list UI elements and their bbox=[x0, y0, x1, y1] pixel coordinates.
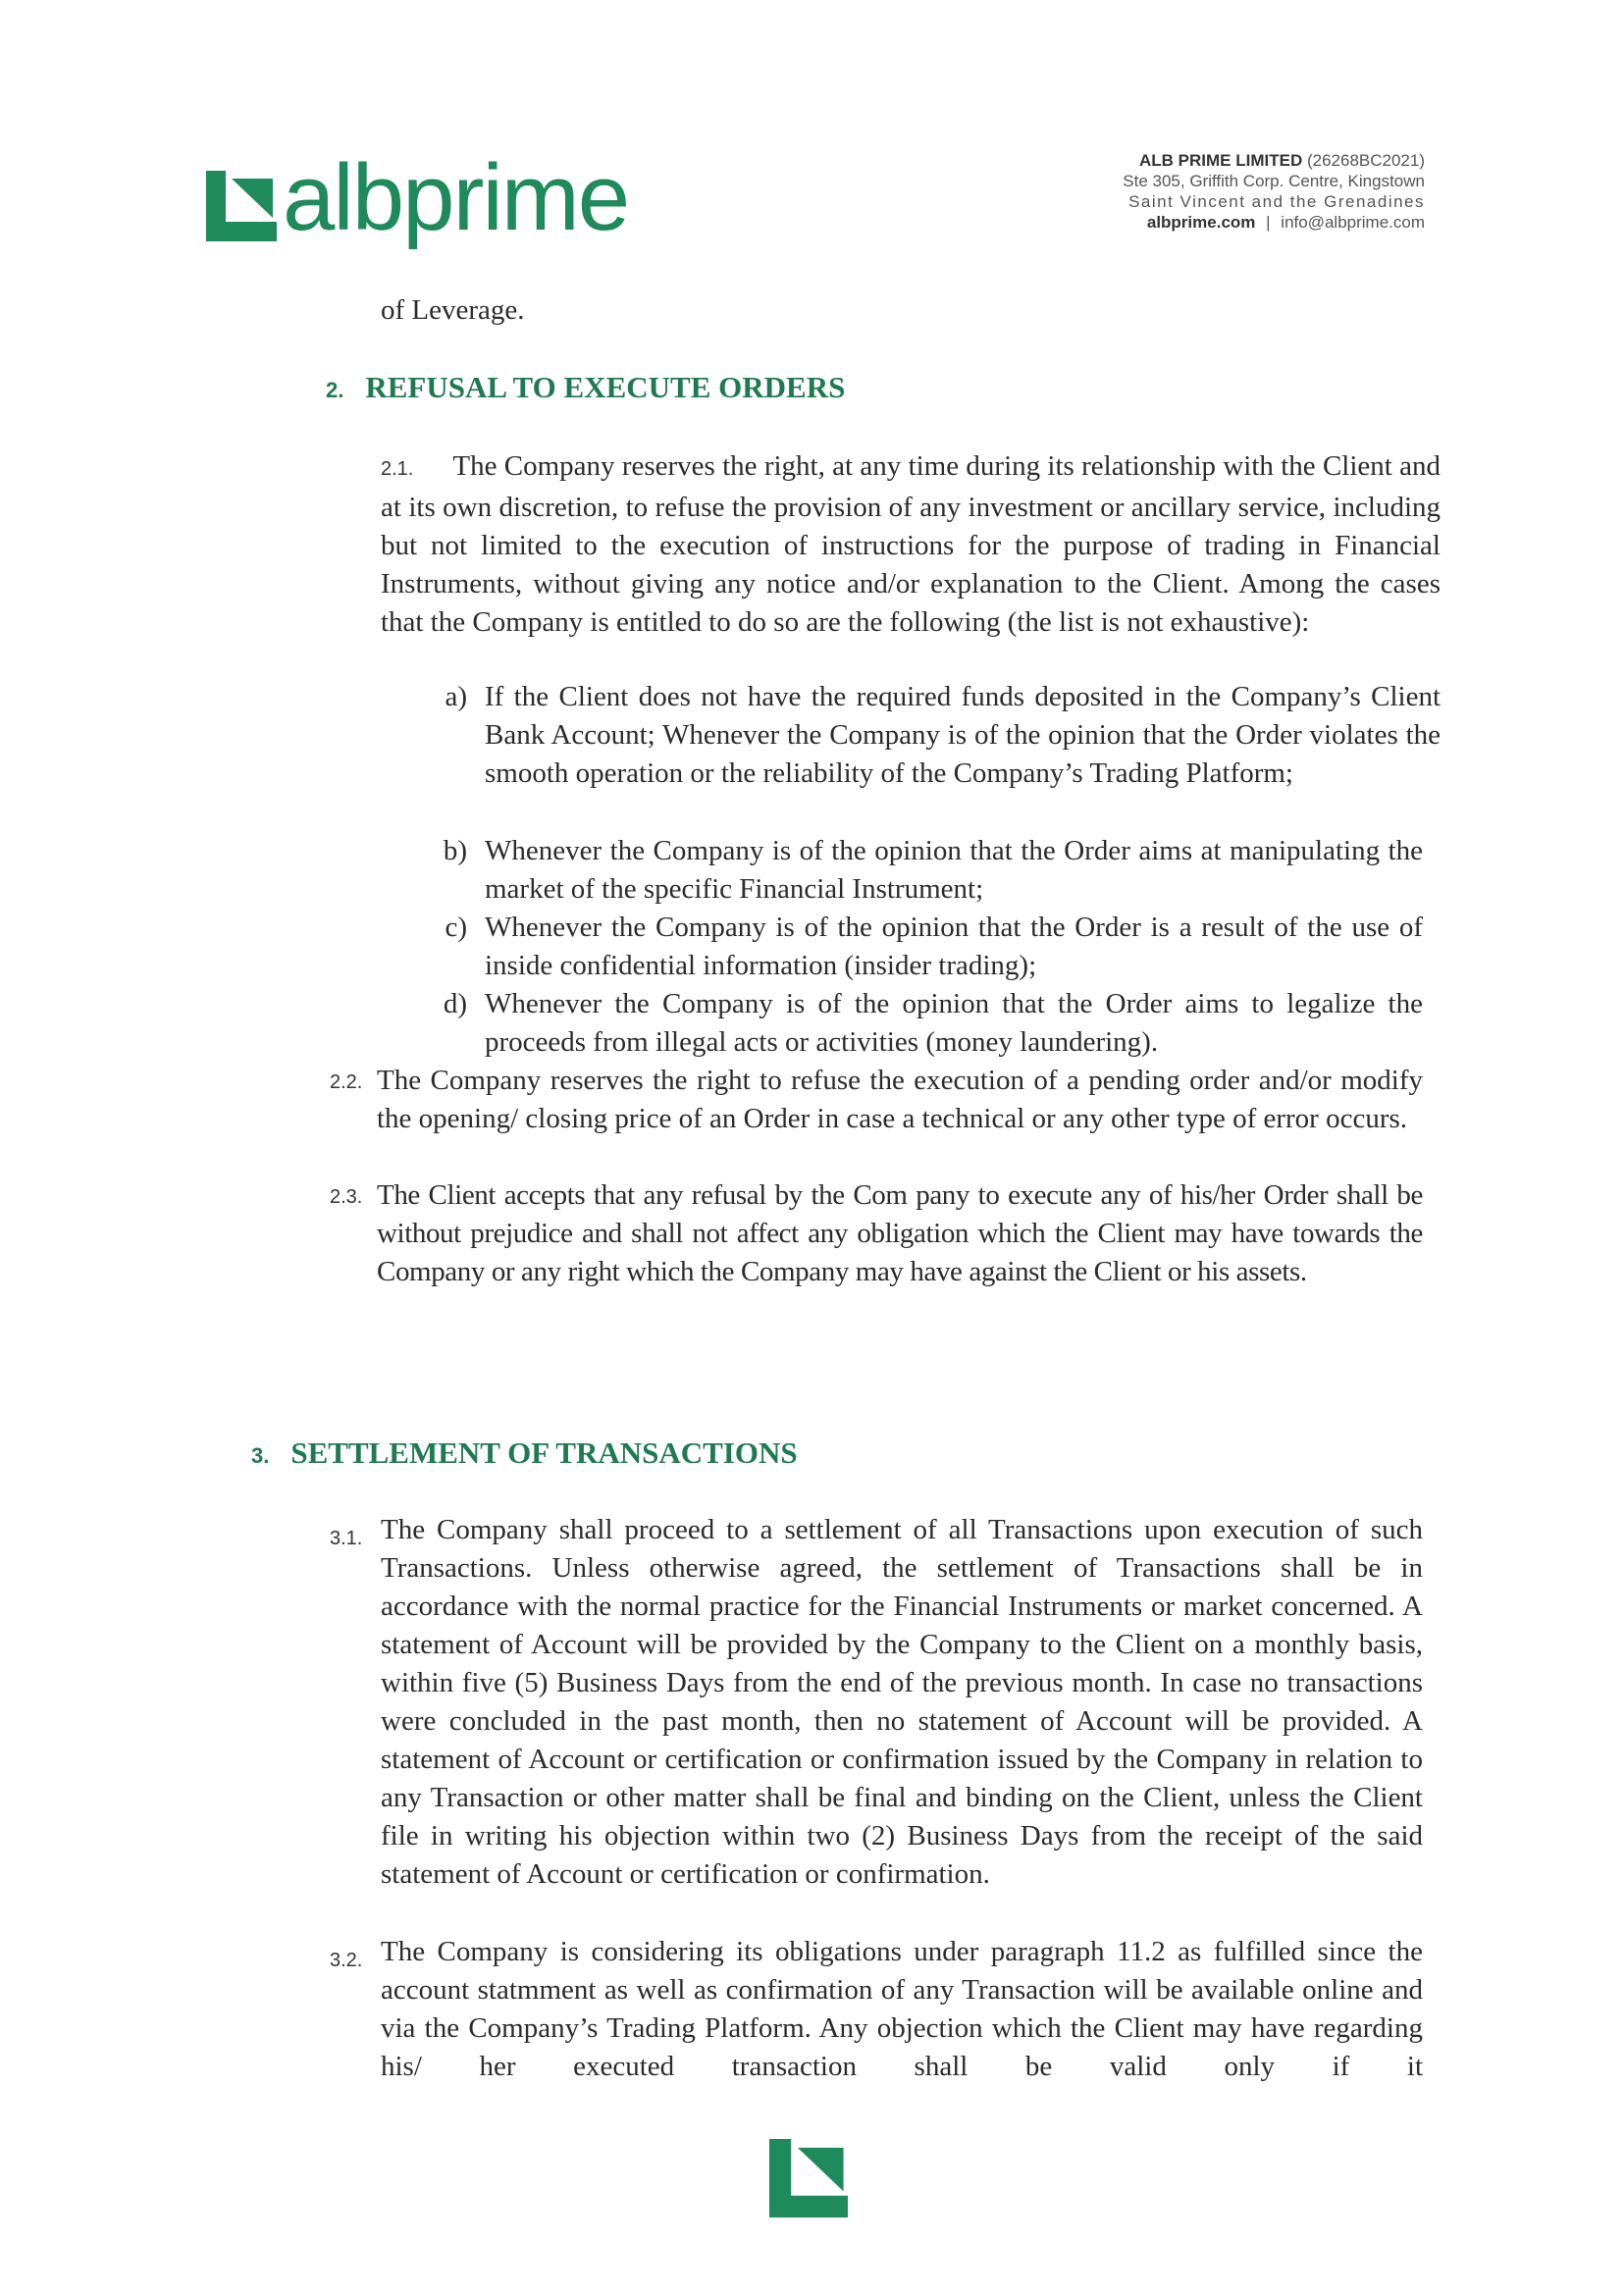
paragraph-3-2: The Company is considering its obligations under paragraph 11.2 as fulfilled since the account statmment as well as confirmation of any Transaction will be available online and via the Company’s Trading Platform. Any objection which the Client may have regarding his/ her executed transaction shall be valid only if it bbox=[381, 1936, 1423, 2082]
section-3-title: SETTLEMENT OF TRANSACTIONS bbox=[290, 1435, 798, 1470]
company-name: ALB PRIME LIMITED bbox=[1139, 151, 1303, 170]
logo-mark-icon bbox=[769, 2139, 848, 2217]
list-item-label: a) bbox=[445, 681, 467, 712]
brand-logo bbox=[206, 145, 629, 250]
company-address-1: Ste 305, Griffith Corp. Centre, Kingstown bbox=[1123, 172, 1425, 190]
section-2-heading bbox=[326, 370, 845, 405]
section-3-heading bbox=[251, 1435, 798, 1471]
paragraph-number: 2.1. bbox=[381, 458, 414, 480]
company-info bbox=[1123, 150, 1425, 233]
list-item: Whenever the Company is of the opinion that the Order is a result of the use of inside confidential information (insider trading); bbox=[485, 912, 1423, 981]
paragraph-2-3-number: 2.3. bbox=[330, 1186, 363, 1208]
list-item: Whenever the Company is of the opinion that the Order aims to legalize the proceeds from illegal acts or activities (money laundering). bbox=[485, 988, 1423, 1058]
logo-text: albprime bbox=[283, 145, 629, 250]
paragraph-3-2-number: 3.2. bbox=[330, 1950, 363, 1971]
section-2-title: REFUSAL TO EXECUTE ORDERS bbox=[365, 370, 846, 404]
list-item-label: b) bbox=[443, 835, 467, 866]
paragraph-2-1-line1: The Company reserves the right, at any time during its relationship with bbox=[452, 450, 1274, 482]
list-item-label: c) bbox=[445, 912, 467, 943]
paragraph-2-1-rest: the Client and at its own discretion, to refuse the provision of any investment or ancillary service, including but not limited to the execution of instructions for the purpose of trading in Financial Instruments, without giving any notice and/or explanation to the Client. Among the cases that the Company is entitled to do so are the following (the list is not exhaustive): bbox=[381, 450, 1441, 638]
paragraph-3-1: The Company shall proceed to a settlement of all Transactions upon execution of such Transactions. Unless otherwise agreed, the settlement of Transactions shall be in accordance with the normal practice for the Financial Instruments or market concerned. A statement of Account will be provided by the Company to the Client on a monthly basis, within five (5) Business Days from the end of the previous month. In case no transactions were concluded in the past month, then no statement of Account will be provided. A statement of Account or certification or confirmation issued by the Company in relation to any Transaction or other matter shall be final and binding on the Client, unless the Client file in writing his objection within two (2) Business Days from the receipt of the said statement of Account or certification or confirmation. bbox=[381, 1514, 1423, 1890]
intro-text: of Leverage. bbox=[381, 294, 525, 326]
logo-mark-icon bbox=[206, 171, 277, 241]
section-3-number: 3. bbox=[251, 1443, 270, 1468]
company-reg: (26268BC2021) bbox=[1306, 151, 1425, 170]
paragraph-2-2: The Company reserves the right to refuse the execution of a pending order and/or modify the opening/ closing price of an Order in case a technical or any other type of error occurs. bbox=[377, 1065, 1423, 1134]
paragraph-3-1-number: 3.1. bbox=[330, 1528, 363, 1549]
company-name-line bbox=[1123, 150, 1425, 171]
footer-logo bbox=[769, 2139, 848, 2222]
list-item: If the Client does not have the required funds deposited in the Company’s Client Bank Account; Whenever the Company is of the opinion that the Order violates the smooth operation or the reliability of the Company’s Trading Platform; bbox=[485, 681, 1441, 789]
paragraph-2-2-number: 2.2. bbox=[330, 1071, 363, 1093]
company-email[interactable]: info@albprime.com bbox=[1281, 213, 1425, 232]
section-2-number: 2. bbox=[326, 378, 344, 402]
company-contact: albprime.com | info@albprime.com bbox=[1146, 213, 1425, 232]
list-item: Whenever the Company is of the opinion that the Order aims at manipulating the market of the specific Financial Instrument; bbox=[485, 835, 1423, 905]
paragraph-2-1 bbox=[381, 447, 1441, 642]
list-item-label: d) bbox=[443, 988, 467, 1019]
company-website[interactable]: albprime.com bbox=[1146, 213, 1256, 232]
company-address-2: Saint Vincent and the Grenadines bbox=[1128, 192, 1425, 211]
paragraph-2-3: The Client accepts that any refusal by the Com pany to execute any of his/her Order shall be without prejudice and shall not affect any obligation which the Client may have towards the Company or any right which the Company may have against the Client or his assets. bbox=[377, 1179, 1423, 1287]
